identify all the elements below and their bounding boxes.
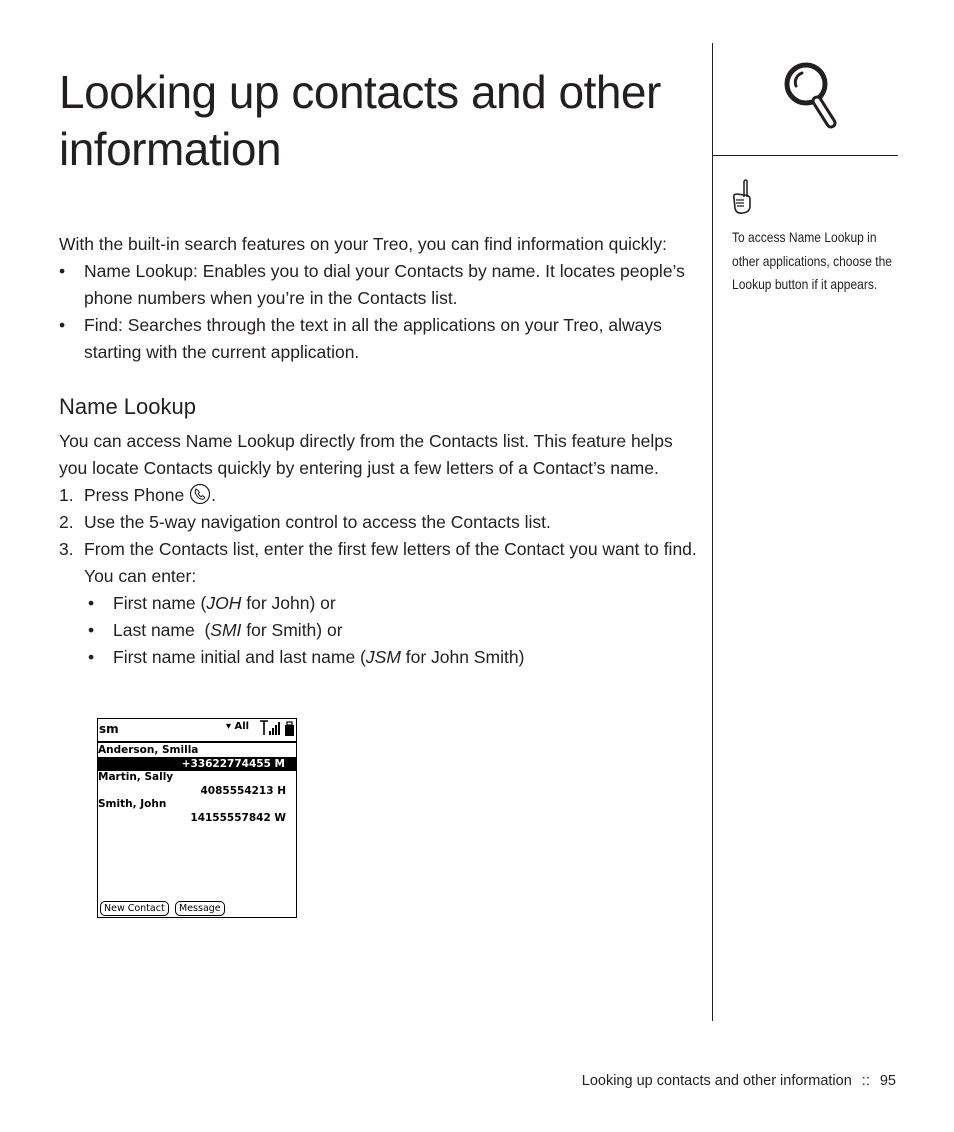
contact-name: Smith, John <box>98 798 167 810</box>
steps-list <box>59 482 699 590</box>
example-text: JSM <box>365 647 401 667</box>
contacts-screenshot <box>97 718 297 918</box>
lookup-query: sm <box>99 722 119 736</box>
list-item <box>59 258 699 312</box>
step-number: 3. <box>59 539 74 559</box>
bullet: • <box>88 620 95 640</box>
step-text: Press Phone <box>84 485 185 505</box>
step-item <box>59 536 699 590</box>
contact-phone-row[interactable] <box>98 784 296 798</box>
step-item <box>59 509 699 536</box>
sidebar-rule <box>712 155 898 156</box>
device-header <box>98 719 296 743</box>
contact-phone: +33622774455 M <box>181 758 285 770</box>
footer-separator: :: <box>861 1073 870 1089</box>
page-footer <box>582 1071 896 1091</box>
list-item <box>59 590 699 617</box>
phone-icon <box>189 483 211 505</box>
sub-text: Last name ( <box>113 620 211 640</box>
signal-icon <box>258 720 296 738</box>
contact-name: Martin, Sally <box>98 771 174 783</box>
message-button[interactable]: Message <box>175 901 225 916</box>
contact-row[interactable] <box>98 797 296 811</box>
example-text: JOH <box>206 593 242 613</box>
contact-phone: 14155557842 W <box>190 812 286 824</box>
step-item <box>59 482 699 509</box>
category-label: All <box>234 721 250 732</box>
bullet-desc: Searches through the text in all the applications on your Treo, always starting with the current application. <box>84 315 662 362</box>
bullet: • <box>88 593 95 613</box>
contact-phone-row[interactable] <box>98 811 296 825</box>
intro-section <box>59 231 699 366</box>
sidebar-divider <box>712 43 713 1021</box>
bullet: • <box>59 315 66 335</box>
sub-text: for Smith) or <box>241 620 343 640</box>
contact-phone-row-selected[interactable] <box>98 757 296 771</box>
sub-text: First name initial and last name ( <box>113 647 366 667</box>
sub-text: for John Smith) <box>400 647 525 667</box>
footer-section-title: Looking up contacts and other information <box>581 1073 852 1089</box>
contact-name: Anderson, Smilla <box>98 744 199 756</box>
bullet: • <box>59 261 66 281</box>
list-item <box>59 617 699 644</box>
feature-list <box>59 258 699 366</box>
step-text: Use the 5-way navigation control to access the Contacts list. <box>84 512 551 532</box>
step-text-end: . <box>211 485 216 505</box>
contact-row[interactable] <box>98 770 296 784</box>
tip-text: To access Name Lookup in other applications, choose the Lookup button if it appears. <box>732 229 892 292</box>
pointing-hand-icon <box>730 178 756 218</box>
intro-text: With the built-in search features on your Treo, you can find information quickly: <box>59 234 667 254</box>
page-number: 95 <box>879 1073 896 1089</box>
section-paragraph: You can access Name Lookup directly from the Contacts list. This feature helps you locate Contacts quickly by entering just a few letters of a Contact’s name. <box>59 431 673 478</box>
step-text: From the Contacts list, enter the first few letters of the Contact you want to find. You can enter: <box>84 539 697 586</box>
step-number: 1. <box>59 485 74 505</box>
contact-row[interactable] <box>98 743 296 757</box>
sub-text: First name ( <box>113 593 207 613</box>
sub-bullet-list <box>59 590 699 671</box>
page-title: Looking up contacts and other information <box>59 66 661 175</box>
name-lookup-section <box>59 428 699 671</box>
category-dropdown: ▾ All <box>226 721 250 732</box>
sub-text: for John) or <box>241 593 336 613</box>
section-heading: Name Lookup <box>59 394 196 419</box>
new-contact-button[interactable]: New Contact <box>100 901 169 916</box>
bullet-desc: Enables you to dial your Contacts by name. It locates people’s phone numbers when you’re in the Contacts list. <box>84 261 685 308</box>
list-item <box>59 312 699 366</box>
bullet-term: Find: <box>84 315 123 335</box>
step-number: 2. <box>59 512 74 532</box>
contact-phone: 4085554213 H <box>200 785 286 797</box>
bullet: • <box>88 647 95 667</box>
list-item <box>59 644 699 671</box>
example-text: SMI <box>210 620 242 640</box>
bullet-term: Name Lookup: <box>84 261 198 281</box>
magnifier-icon <box>782 60 842 132</box>
